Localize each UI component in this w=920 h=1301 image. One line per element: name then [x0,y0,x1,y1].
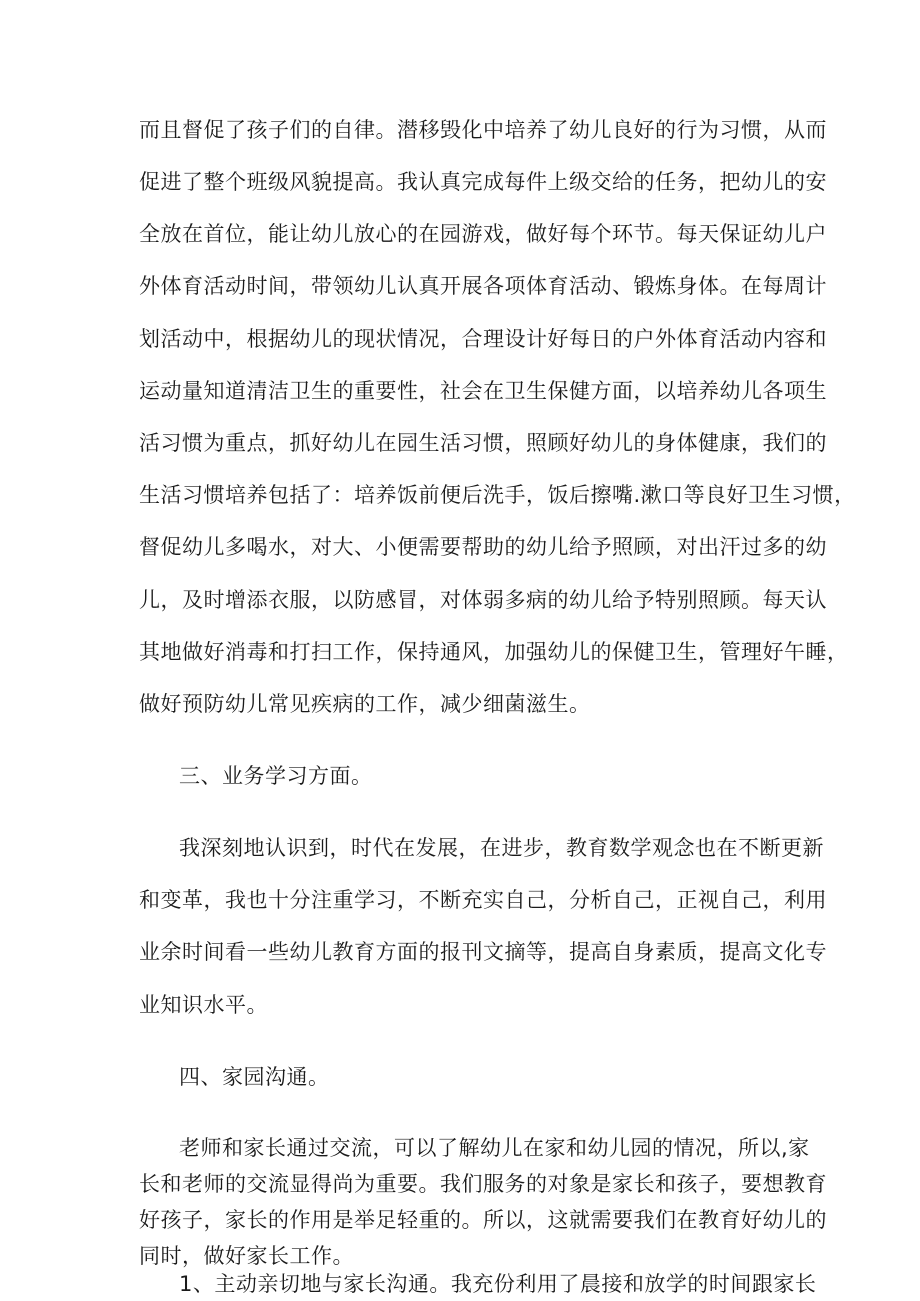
text-line: 我深刻地认识到，时代在发展，在进步，教育数学观念也在不断更新 [179,836,824,860]
section-heading: 四、家园沟通。 [179,1065,330,1089]
text-line: 其地做好消毒和打扫工作，保持通风，加强幼儿的保健卫生，管理好午睡， [139,640,849,664]
text-line: 老师和家长通过交流，可以了解幼儿在家和幼儿园的情况，所以,家 [179,1136,810,1160]
text-line: 业余时间看一些幼儿教育方面的报刊文摘等，提高自身素质，提高文化专 [139,940,827,964]
text-line: 好孩子，家长的作用是举足轻重的。所以，这就需要我们在教育好幼儿的 [139,1208,827,1232]
text-line: 而且督促了孩子们的自律。潜移毁化中培养了幼儿良好的行为习惯，从而 [139,118,827,142]
text-line: 运动量知道清洁卫生的重要性，社会在卫生保健方面，以培养幼儿各项生 [139,379,827,403]
text-line: 划活动中，根据幼儿的现状情况，合理设计好每日的户外体育活动内容和 [139,327,827,351]
text-line: 和变革，我也十分注重学习，不断充实自己，分析自己，正视自己，利用 [139,888,827,912]
text-line: 1、主动亲切地与家长沟通。我充份利用了晨接和放学的时间跟家长 [179,1272,817,1296]
text-line: 儿，及时增添衣服，以防感冒，对体弱多病的幼儿给予特别照顾。每天认 [139,588,827,612]
text-line: 活习惯为重点，抓好幼儿在园生活习惯，照顾好幼儿的身体健康，我们的 [139,431,827,455]
text-line: 同时，做好家长工作。 [139,1244,354,1268]
text-line: 业知识水平。 [139,993,268,1017]
text-line: 长和老师的交流显得尚为重要。我们服务的对象是家长和孩子，要想教育 [139,1172,827,1196]
text-line: 促进了整个班级风貌提高。我认真完成每件上级交给的任务，把幼儿的安 [139,170,827,194]
section-heading: 三、业务学习方面。 [179,764,373,788]
text-line: 做好预防幼儿常见疾病的工作，减少细菌滋生。 [139,692,591,716]
text-line: 督促幼儿多喝水，对大、小便需要帮助的幼儿给予照顾，对出汗过多的幼 [139,535,827,559]
text-line: 外体育活动时间，带领幼儿认真开展各项体育活动、锻炼身体。在每周计 [139,274,827,298]
text-line: 生活习惯培养包括了：培养饭前便后洗手，饭后擦嘴.漱口等良好卫生习惯， [139,483,856,507]
text-line: 全放在首位，能让幼儿放心的在园游戏，做好每个环节。每天保证幼儿户 [139,222,827,246]
